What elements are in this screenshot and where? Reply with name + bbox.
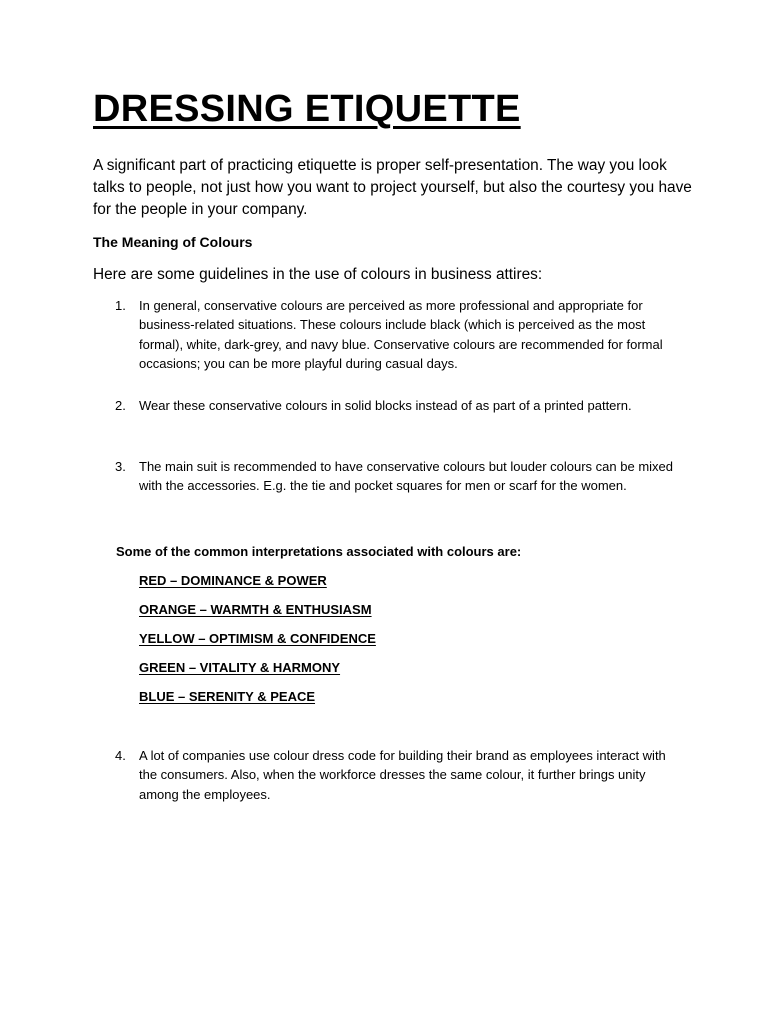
list-item: The main suit is recommended to have conservative colours but louder colours can be mixed with the accessories. E.g. the tie and pocket squares for men or scarf for the women. <box>139 459 673 494</box>
list-item: A lot of companies use colour dress code for building their brand as employees interact with the consumers. Also, when the workforce dresses the same colour, it further brings unity among the employees. <box>139 748 666 802</box>
colour-meaning-red: RED – DOMINANCE & POWER <box>139 573 327 588</box>
colour-meaning-yellow: YELLOW – OPTIMISM & CONFIDENCE <box>139 631 376 646</box>
colour-meaning-green: GREEN – VITALITY & HARMONY <box>139 660 341 675</box>
intro-paragraph: A significant part of practicing etiquette is proper self-presentation. The way you look talks to people, not just how you want to project yourself, but also the courtesy you have for the people in your company. <box>93 157 692 218</box>
list-item-number: 1. <box>115 298 126 313</box>
list-item-number: 4. <box>115 748 126 763</box>
section-heading: The Meaning of Colours <box>93 234 253 250</box>
guidelines-intro: Here are some guidelines in the use of colours in business attires: <box>93 266 543 283</box>
list-item: In general, conservative colours are perceived as more professional and appropriate for business-related situations. These colours include black (which is perceived as the most formal), white, dark-grey, and navy blue. Conservative colours are recommended for formal occasions; you can be more playful during casual days. <box>139 298 663 371</box>
document-title: DRESSING ETIQUETTE <box>93 88 521 130</box>
colour-meaning-blue: BLUE – SERENITY & PEACE <box>139 689 316 704</box>
interpretations-heading: Some of the common interpretations associated with colours are: <box>116 544 522 559</box>
list-item-number: 3. <box>115 459 126 474</box>
colour-meaning-orange: ORANGE – WARMTH & ENTHUSIASM <box>139 602 372 617</box>
list-item-number: 2. <box>115 398 126 413</box>
list-item: Wear these conservative colours in solid blocks instead of as part of a printed pattern. <box>139 398 632 413</box>
